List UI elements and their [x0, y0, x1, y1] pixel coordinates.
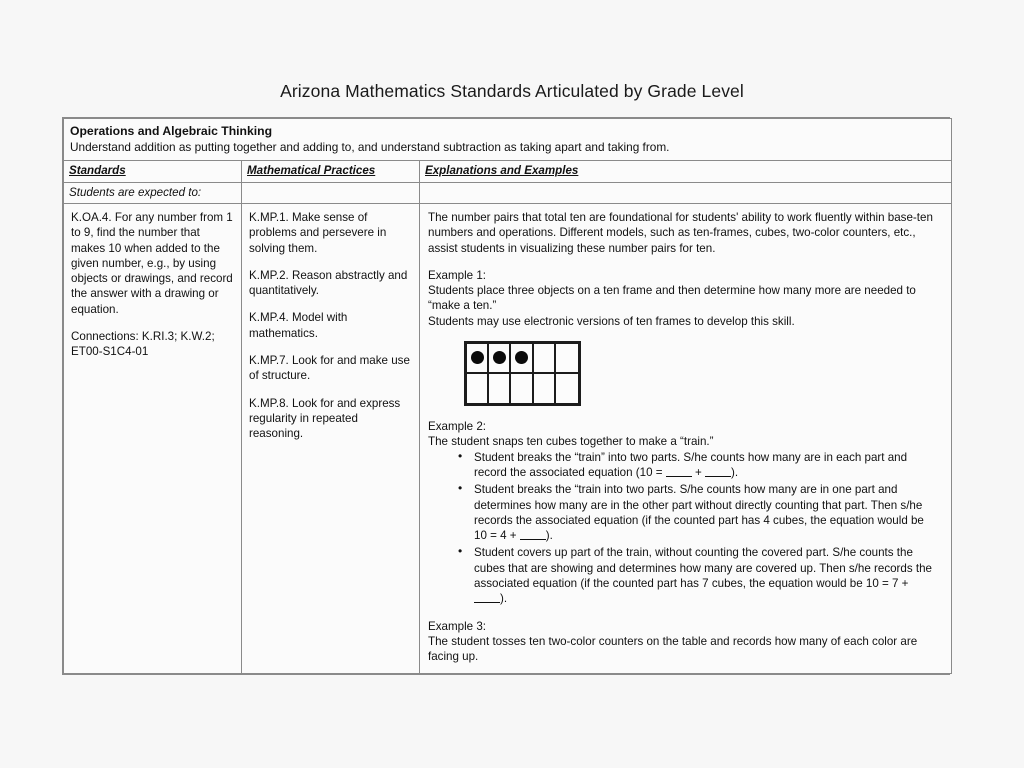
ten-frame-counter-dot: [515, 351, 528, 364]
ten-frame-cell: [489, 374, 511, 404]
domain-title: Operations and Algebraic Thinking: [70, 124, 273, 138]
standards-table: [63, 118, 952, 674]
example2-bullet-list: [428, 450, 941, 607]
example2-bullet-item: • Student covers up part of the train, without counting the covered part. S/he counts the cubes that are showing and determines how many are covered up. Then s/he records the associated equation (if the counted part has 7 cubes, the equation would be 10 = 7 + ).: [474, 545, 941, 606]
standard-text: K.OA.4. For any number from 1 to 9, find the number that makes 10 when added to the given number, e.g., by using objects or drawings, and record the answer with a drawing or equation.: [71, 210, 233, 316]
subheader-standards: Students are expected to:: [64, 182, 242, 203]
column-header-row: [64, 161, 952, 182]
subheader-row: [64, 182, 952, 203]
example3-text: The student tosses ten two-color counters on the table and records how many of each color are facing up.: [428, 634, 918, 664]
standards-table-container: [62, 117, 950, 675]
ten-frame-cell: [489, 344, 511, 374]
domain-band-row: [64, 119, 952, 161]
ten-frame-cell: [467, 344, 489, 374]
standards-cell: [64, 203, 242, 673]
example2-label: Example 2:: [428, 420, 486, 434]
standard-content-row: [64, 203, 952, 673]
practice-item: K.MP.2. Reason abstractly and quantitatively.: [249, 268, 408, 298]
ten-frame-cell: [511, 374, 533, 404]
subheader-practices: [242, 182, 420, 203]
ten-frame-cell: [534, 374, 556, 404]
subheader-explanations: [420, 182, 952, 203]
practice-item: K.MP.4. Model with mathematics.: [249, 311, 348, 340]
example2-bullet-item: • Student breaks the “train” into two parts. S/he counts how many are in each part and record the associated equation (10 = + ).: [474, 450, 941, 481]
page-title: Arizona Mathematics Standards Articulated by Grade Level: [280, 81, 744, 101]
equation-blank: [520, 539, 546, 540]
explanations-cell: [420, 203, 952, 673]
explanation-intro: The number pairs that total ten are foundational for students' ability to work fluently within base-ten numbers and operations. Different models, such as ten-frames, cubes, two-color counters, etc., assist students in visualizing these number pairs for ten.: [428, 210, 933, 255]
example2-intro: The student snaps ten cubes together to make a “train.”: [428, 435, 714, 449]
equation-blank: [474, 602, 500, 603]
ten-frame-grid: [464, 341, 581, 406]
example1-label: Example 1:: [428, 268, 486, 282]
practice-item: K.MP.7. Look for and make use of structure.: [249, 354, 410, 383]
practices-cell: [242, 203, 420, 673]
ten-frame-counter-dot: [471, 351, 484, 364]
practice-item: K.MP.1. Make sense of problems and persevere in solving them.: [249, 210, 387, 255]
ten-frame-figure: [428, 341, 941, 406]
ten-frame-cell: [511, 344, 533, 374]
equation-blank: [705, 476, 731, 477]
domain-description: Understand addition as putting together and adding to, and understand subtraction as taking apart and taking from.: [70, 140, 670, 155]
ten-frame-cell: [556, 374, 578, 404]
example1-line1: Students place three objects on a ten frame and then determine how many more are needed to “make a ten.”: [428, 284, 916, 313]
example3-label: Example 3:: [428, 619, 486, 633]
example2-bullet-item: • Student breaks the “train into two parts. S/he counts how many are in one part and determines how many are in the other part without directly counting that part. Then s/he records the associated equation (if the counted part has 4 cubes, the equation would be 10 = 4 + ).: [474, 482, 941, 543]
column-header-practices: Mathematical Practices: [242, 161, 420, 182]
column-header-explanations: Explanations and Examples: [420, 161, 952, 182]
ten-frame-cell: [556, 344, 578, 374]
ten-frame-cell: [534, 344, 556, 374]
example1-line2: Students may use electronic versions of ten frames to develop this skill.: [428, 314, 795, 328]
ten-frame-cell: [467, 374, 489, 404]
ten-frame-counter-dot: [493, 351, 506, 364]
standard-connections: Connections: K.RI.3; K.W.2; ET00-S1C4-01: [71, 330, 215, 359]
domain-band-cell: [64, 119, 952, 161]
practice-item: K.MP.8. Look for and express regularity in repeated reasoning.: [249, 396, 401, 441]
column-header-standards: Standards: [64, 161, 242, 182]
equation-blank: [666, 476, 692, 477]
